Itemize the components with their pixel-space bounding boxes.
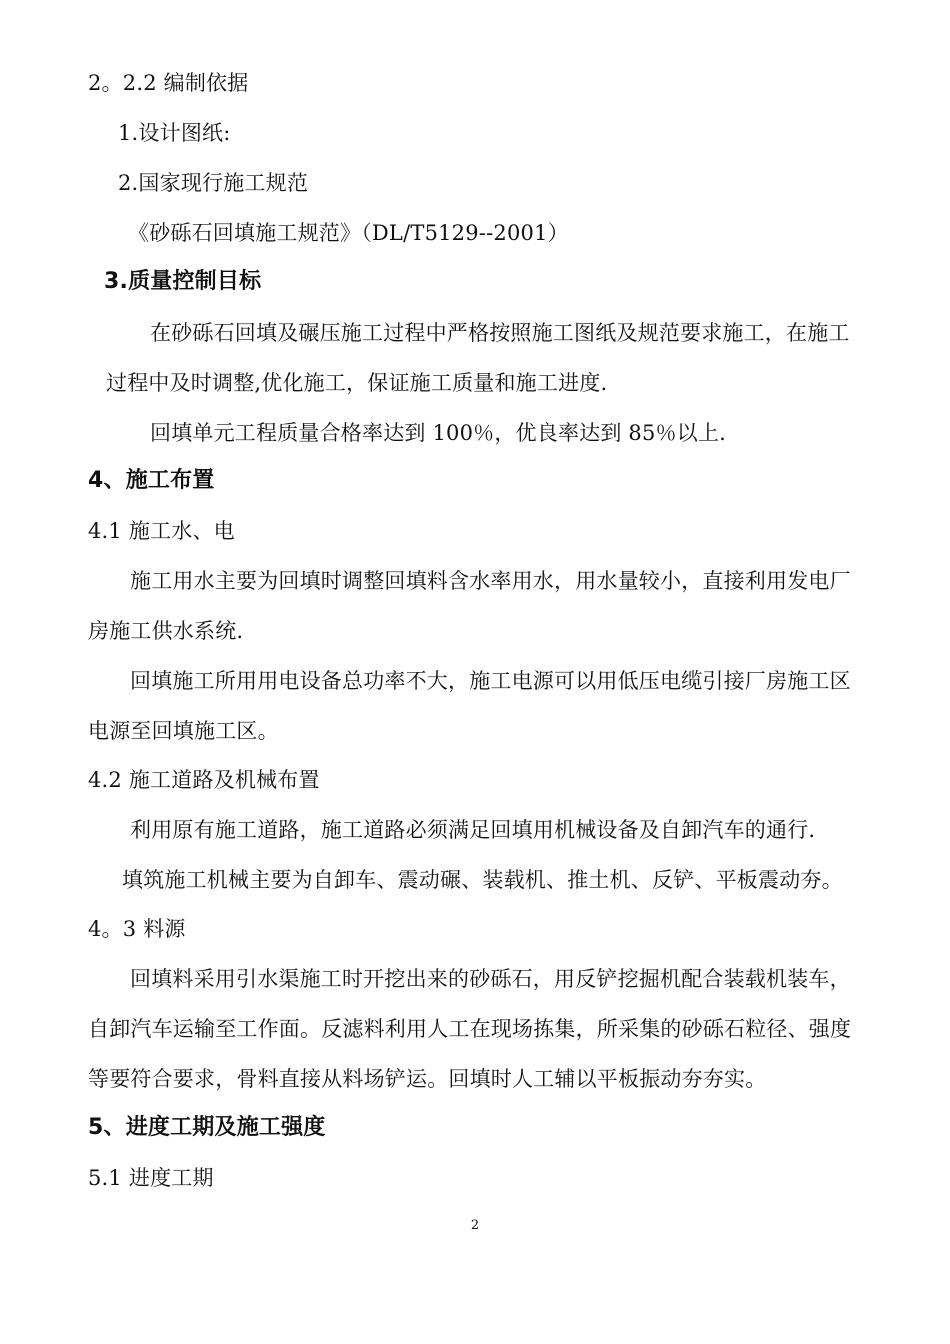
paragraph-line: 房施工供水系统. [88, 619, 244, 643]
list-item-design-drawings: 1.设计图纸: [118, 121, 231, 145]
section-heading-4: 4、施工布置 [88, 468, 215, 493]
paragraph-line: 电源至回填施工区。 [88, 719, 279, 743]
paragraph-line: 在砂砾石回填及碾压施工过程中严格按照施工图纸及规范要求施工，在施工 [150, 321, 850, 345]
list-item-national-codes: 2.国家现行施工规范 [118, 171, 309, 195]
paragraph-line: 填筑施工机械主要为自卸车、震动碾、装载机、推土机、反铲、平板震动夯。 [122, 868, 843, 892]
paragraph-line: 回填施工所用用电设备总功率不大，施工电源可以用低压电缆引接厂房施工区 [130, 669, 851, 693]
paragraph-line: 施工用水主要为回填时调整回填料含水率用水，用水量较小，直接利用发电厂 [130, 569, 851, 593]
paragraph-line: 等要符合要求，骨料直接从料场铲运。回填时人工辅以平板振动夯夯实。 [88, 1067, 767, 1091]
paragraph-line: 回填料采用引水渠施工时开挖出来的砂砾石，用反铲挖掘机配合装载机装车， [130, 967, 851, 991]
subsection-heading-4-2: 4.2 施工道路及机械布置 [88, 768, 320, 792]
section-heading-3: 3.质量控制目标 [104, 269, 262, 294]
subsection-heading-5-1: 5.1 进度工期 [88, 1166, 214, 1190]
page-number: 2 [470, 1218, 480, 1233]
paragraph-line: 利用原有施工道路，施工道路必须满足回填用机械设备及自卸汽车的通行. [130, 818, 816, 842]
paragraph-line: 自卸汽车运输至工作面。反滤料利用人工在现场拣集，所采集的砂砾石粒径、强度 [88, 1017, 852, 1041]
section-heading-2-2-2: 2。2.2 编制依据 [88, 71, 249, 95]
code-reference: 《砂砾石回填施工规范》（DL/T5129--2001） [128, 221, 569, 245]
subsection-heading-4-1: 4.1 施工水、电 [88, 519, 235, 543]
section-heading-5: 5、进度工期及施工强度 [88, 1115, 326, 1140]
paragraph-line: 过程中及时调整,优化施工，保证施工质量和施工进度. [106, 371, 608, 395]
paragraph-line: 回填单元工程质量合格率达到 100％，优良率达到 85％以上. [150, 421, 727, 445]
subsection-heading-4-3: 4。3 料源 [88, 917, 186, 941]
